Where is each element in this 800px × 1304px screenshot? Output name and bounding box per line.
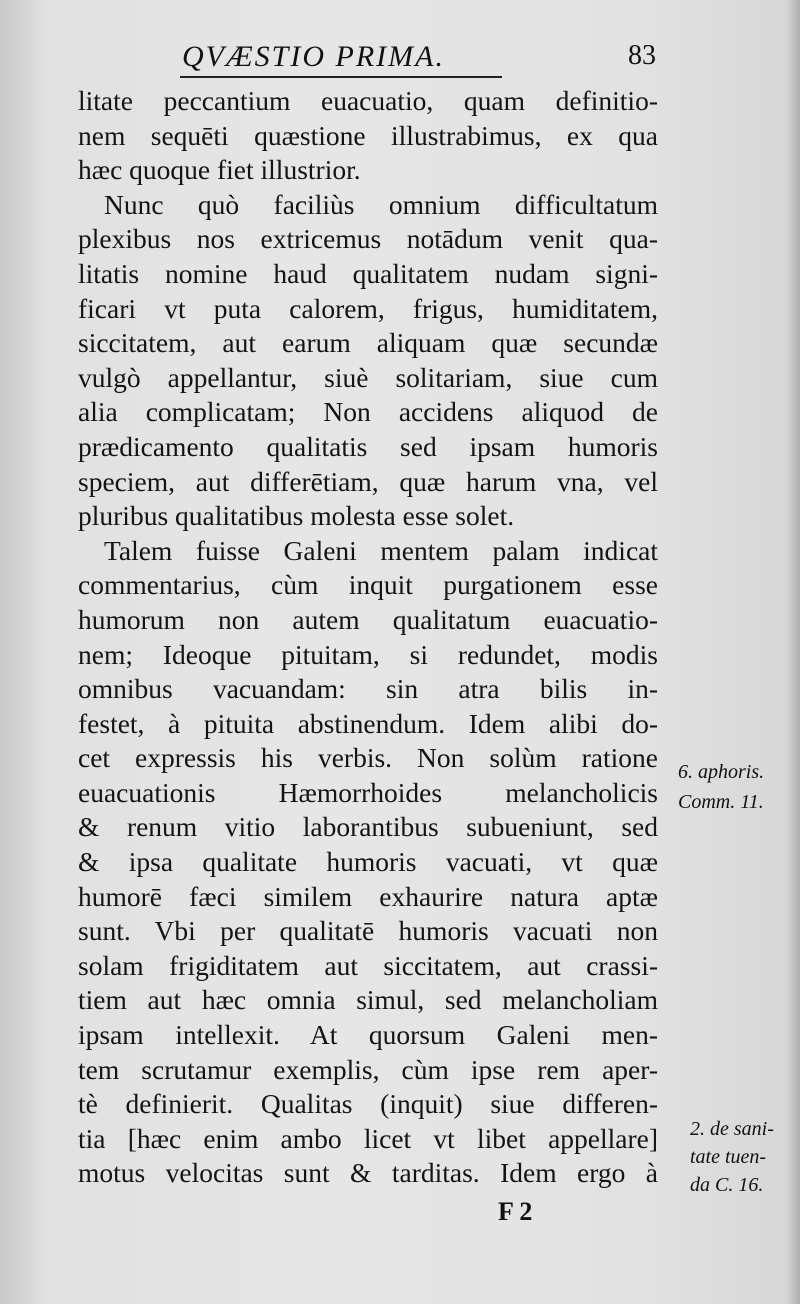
running-head-title: QVÆSTIO PRIMA. [182,40,445,73]
text-line: tia [hæc enim ambo licet vt libet appellare] [78,1122,658,1154]
text-line: siccitatem, aut earum aliquam quæ secundæ [78,327,658,359]
text-line: nem; Ideoque pituitam, si redundet, modis [78,638,658,670]
text-line: commentarius, cùm inquit purgationem esse [78,569,658,601]
text-line: festet, à pituita abstinendum. Idem alibi do- [78,707,658,739]
marginal-note-line: Comm. 11. [678,791,764,813]
body-text [78,84,658,1191]
text-line: Talem fuisse Galeni mentem palam indicat [104,534,658,566]
text-line: humorum non autem qualitatum euacuatio- [78,603,658,635]
text-line: solam frigiditatem aut siccitatem, aut crassi- [78,949,658,981]
text-line: Nunc quò faciliùs omnium difficultatum [104,188,658,220]
marginal-note-line: 2. de sani- [690,1118,774,1140]
text-line: tiem aut hæc omnia simul, sed melancholiam [78,984,658,1016]
text-line: prædicamento qualitatis sed ipsam humoris [78,430,658,462]
marginal-note [690,1115,774,1199]
text-line: pluribus qualitatibus molesta esse solet. [78,500,515,532]
text-line: euacuationis Hæmorrhoides melancholicis [78,776,658,808]
page-edge-shadow [786,0,800,1304]
marginal-note-line: tate tuen- [690,1146,767,1168]
text-line: ficari vt puta calorem, frigus, humiditatem, [78,292,658,324]
text-line: motus velocitas sunt & tarditas. Idem ergo à [78,1157,658,1189]
text-line: hæc quoque fiet illustrior. [78,154,361,186]
marginal-note [678,757,764,817]
marginal-note-line: da C. 16. [690,1174,764,1196]
text-line: ipsam intellexit. At quorsum Galeni men- [78,1019,658,1051]
text-line: & renum vitio laborantibus subueniunt, sed [78,811,658,843]
text-line: plexibus nos extricemus notādum venit qua- [78,223,658,255]
text-line: nem sequēti quæstione illustrabimus, ex qua [78,119,658,151]
text-line: tè definierit. Qualitas (inquit) siue differen- [78,1088,658,1120]
text-line: tem scrutamur exemplis, cùm ipse rem aper- [78,1053,658,1085]
text-line: & ipsa qualitate humoris vacuati, vt quæ [78,846,658,878]
page-number: 83 [628,40,656,71]
marginal-note-line: 6. aphoris. [678,761,765,783]
text-line: omnibus vacuandam: sin atra bilis in- [78,673,658,705]
running-head [78,40,658,82]
text-line: litate peccantium euacuatio, quam definitio- [78,85,658,116]
signature-mark: F 2 [498,1197,533,1226]
text-line: humorē fæci similem exhaurire natura aptæ [78,880,658,912]
text-line: vulgò appellantur, siuè solitariam, siue cum [78,361,658,393]
text-line: cet expressis his verbis. Non solùm ratione [78,742,658,774]
text-line: speciem, aut differētiam, quæ harum vna, vel [78,465,658,497]
text-line: sunt. Vbi per qualitatē humoris vacuati non [78,915,658,947]
text-line: litatis nomine haud qualitatem nudam signi- [78,257,658,289]
text-line: alia complicatam; Non accidens aliquod de [78,396,658,428]
running-head-underline [180,76,502,78]
